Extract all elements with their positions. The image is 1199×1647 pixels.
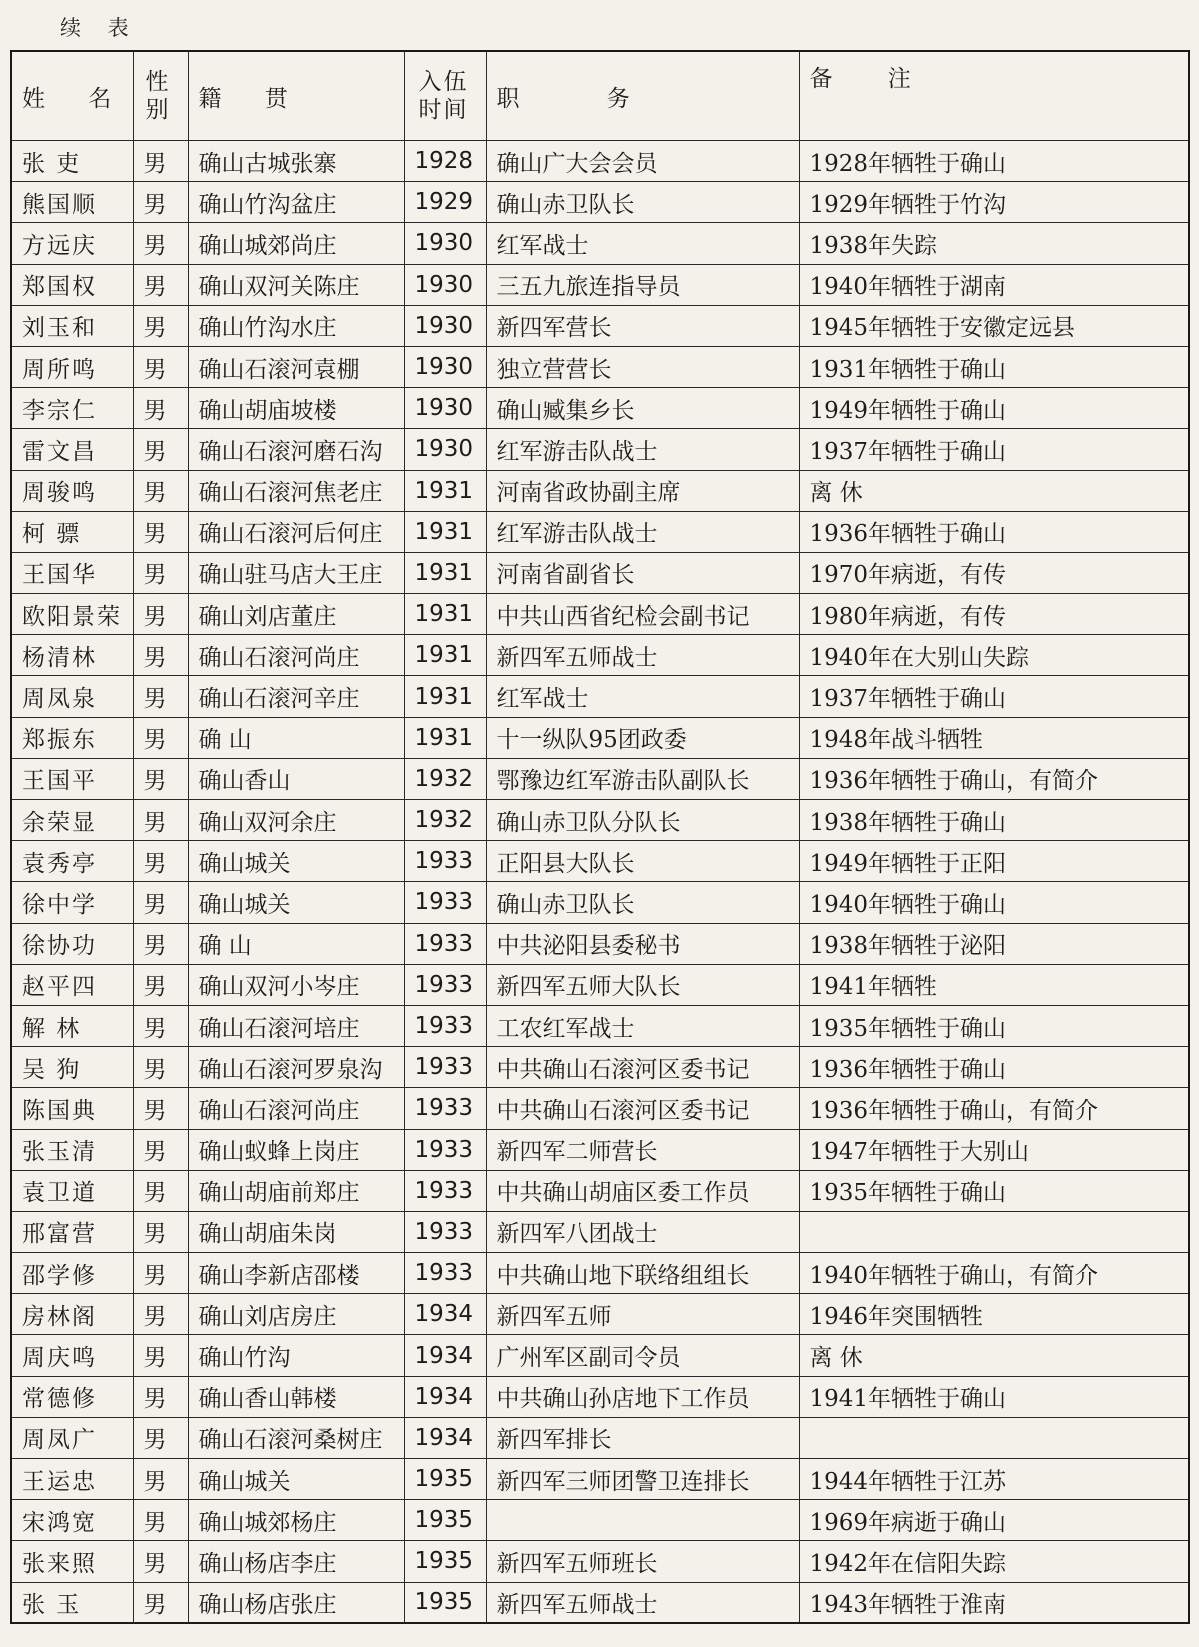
header-position: 职 务 <box>486 51 799 141</box>
cell-position: 新四军营长 <box>486 305 799 346</box>
cell-remark: 1940年牺牲于湖南 <box>799 264 1189 305</box>
cell-name: 刘玉和 <box>11 305 133 346</box>
cell-name: 柯 骠 <box>11 511 133 552</box>
table-row <box>11 1088 1189 1129</box>
cell-enlisted-year: 1934 <box>404 1417 486 1458</box>
header-gender: 性别 <box>133 51 188 141</box>
table-row <box>11 141 1189 182</box>
cell-gender: 男 <box>133 717 188 758</box>
cell-native-place: 确山石滚河尚庄 <box>188 635 404 676</box>
cell-name: 徐中学 <box>11 882 133 923</box>
cell-name: 解 林 <box>11 1005 133 1046</box>
cell-native-place: 确山石滚河焦老庄 <box>188 470 404 511</box>
table-row <box>11 800 1189 841</box>
cell-enlisted-year: 1933 <box>404 1211 486 1252</box>
cell-gender: 男 <box>133 1170 188 1211</box>
cell-position: 三五九旅连指导员 <box>486 264 799 305</box>
table-body <box>11 141 1189 1624</box>
table-row <box>11 758 1189 799</box>
cell-name: 周所鸣 <box>11 346 133 387</box>
cell-enlisted-year: 1933 <box>404 1047 486 1088</box>
cell-position: 中共泌阳县委秘书 <box>486 923 799 964</box>
cell-enlisted-year: 1931 <box>404 635 486 676</box>
cell-remark: 离 休 <box>799 1335 1189 1376</box>
cell-native-place: 确山竹沟水庄 <box>188 305 404 346</box>
table-row <box>11 1047 1189 1088</box>
cell-native-place: 确山香山韩楼 <box>188 1376 404 1417</box>
cell-native-place: 确山双河小岑庄 <box>188 964 404 1005</box>
cell-name: 杨清林 <box>11 635 133 676</box>
cell-native-place: 确山刘店董庄 <box>188 594 404 635</box>
cell-position: 工农红军战士 <box>486 1005 799 1046</box>
cell-position: 红军战士 <box>486 223 799 264</box>
cell-native-place: 确山古城张寨 <box>188 141 404 182</box>
cell-enlisted-year: 1934 <box>404 1335 486 1376</box>
cell-native-place: 确山石滚河磨石沟 <box>188 429 404 470</box>
cell-native-place: 确山城关 <box>188 1459 404 1500</box>
cell-gender: 男 <box>133 635 188 676</box>
header-remarks: 备 注 <box>799 51 1189 141</box>
cell-name: 王运忠 <box>11 1459 133 1500</box>
cell-native-place: 确山驻马店大王庄 <box>188 552 404 593</box>
cell-gender: 男 <box>133 1129 188 1170</box>
cell-enlisted-year: 1931 <box>404 717 486 758</box>
cell-position: 新四军五师大队长 <box>486 964 799 1005</box>
cell-native-place: 确山石滚河培庄 <box>188 1005 404 1046</box>
continued-table-caption: 续 表 <box>60 16 139 40</box>
cell-name: 雷文昌 <box>11 429 133 470</box>
cell-native-place: 确山石滚河辛庄 <box>188 676 404 717</box>
table-row <box>11 1500 1189 1541</box>
table-row <box>11 346 1189 387</box>
cell-gender: 男 <box>133 594 188 635</box>
cell-remark: 1936年牺牲于确山 <box>799 511 1189 552</box>
cell-name: 周凤广 <box>11 1417 133 1458</box>
cell-enlisted-year: 1932 <box>404 758 486 799</box>
cell-gender: 男 <box>133 841 188 882</box>
cell-native-place: 确 山 <box>188 717 404 758</box>
cell-name: 王国华 <box>11 552 133 593</box>
cell-name: 房林阁 <box>11 1294 133 1335</box>
cell-name: 邢富营 <box>11 1211 133 1252</box>
cell-native-place: 确山双河余庄 <box>188 800 404 841</box>
cell-name: 张玉清 <box>11 1129 133 1170</box>
cell-name: 袁卫道 <box>11 1170 133 1211</box>
table-row <box>11 1253 1189 1294</box>
cell-remark: 1941年牺牲 <box>799 964 1189 1005</box>
table-row <box>11 1211 1189 1252</box>
table-row <box>11 1335 1189 1376</box>
cell-native-place: 确山石滚河罗泉沟 <box>188 1047 404 1088</box>
cell-position: 新四军五师 <box>486 1294 799 1335</box>
table-row <box>11 676 1189 717</box>
cell-position: 中共确山胡庙区委工作员 <box>486 1170 799 1211</box>
cell-remark: 离 休 <box>799 470 1189 511</box>
cell-remark: 1941年牺牲于确山 <box>799 1376 1189 1417</box>
table-row <box>11 1129 1189 1170</box>
cell-gender: 男 <box>133 1459 188 1500</box>
cell-position: 河南省政协副主席 <box>486 470 799 511</box>
cell-name: 徐协功 <box>11 923 133 964</box>
cell-gender: 男 <box>133 964 188 1005</box>
cell-position: 确山臧集乡长 <box>486 388 799 429</box>
cell-remark: 1940年牺牲于确山 <box>799 882 1189 923</box>
cell-native-place: 确山李新店邵楼 <box>188 1253 404 1294</box>
cell-position: 广州军区副司令员 <box>486 1335 799 1376</box>
cell-gender: 男 <box>133 182 188 223</box>
cell-position: 确山广大会会员 <box>486 141 799 182</box>
table-row <box>11 882 1189 923</box>
cell-enlisted-year: 1930 <box>404 223 486 264</box>
cell-gender: 男 <box>133 141 188 182</box>
cell-name: 熊国顺 <box>11 182 133 223</box>
table-row <box>11 1459 1189 1500</box>
cell-remark <box>799 1417 1189 1458</box>
table-row <box>11 1582 1189 1623</box>
table-row <box>11 429 1189 470</box>
cell-position: 确山赤卫队长 <box>486 182 799 223</box>
cell-name: 李宗仁 <box>11 388 133 429</box>
cell-name: 张来照 <box>11 1541 133 1582</box>
cell-remark: 1935年牺牲于确山 <box>799 1170 1189 1211</box>
cell-name: 陈国典 <box>11 1088 133 1129</box>
table-row <box>11 841 1189 882</box>
cell-gender: 男 <box>133 305 188 346</box>
cell-gender: 男 <box>133 388 188 429</box>
cell-remark: 1938年牺牲于确山 <box>799 800 1189 841</box>
cell-enlisted-year: 1930 <box>404 346 486 387</box>
cell-remark: 1969年病逝于确山 <box>799 1500 1189 1541</box>
cell-position: 新四军排长 <box>486 1417 799 1458</box>
cell-enlisted-year: 1931 <box>404 676 486 717</box>
cell-enlisted-year: 1933 <box>404 923 486 964</box>
cell-position: 新四军五师班长 <box>486 1541 799 1582</box>
cell-enlisted-year: 1933 <box>404 1088 486 1129</box>
cell-remark: 1937年牺牲于确山 <box>799 676 1189 717</box>
cell-enlisted-year: 1933 <box>404 1253 486 1294</box>
cell-native-place: 确 山 <box>188 923 404 964</box>
cell-remark: 1943年牺牲于淮南 <box>799 1582 1189 1623</box>
cell-position: 确山赤卫队分队长 <box>486 800 799 841</box>
cell-remark: 1936年牺牲于确山 <box>799 1047 1189 1088</box>
cell-remark: 1935年牺牲于确山 <box>799 1005 1189 1046</box>
cell-native-place: 确山胡庙坡楼 <box>188 388 404 429</box>
cell-gender: 男 <box>133 1376 188 1417</box>
cell-enlisted-year: 1933 <box>404 882 486 923</box>
cell-position: 新四军二师营长 <box>486 1129 799 1170</box>
cell-gender: 男 <box>133 1582 188 1623</box>
cell-position: 河南省副省长 <box>486 552 799 593</box>
cell-remark: 1931年牺牲于确山 <box>799 346 1189 387</box>
cell-native-place: 确山刘店房庄 <box>188 1294 404 1335</box>
cell-native-place: 确山杨店李庄 <box>188 1541 404 1582</box>
table-row <box>11 1376 1189 1417</box>
header-enlisted-time: 入伍时间 <box>404 51 486 141</box>
cell-position: 正阳县大队长 <box>486 841 799 882</box>
cell-remark: 1940年牺牲于确山，有简介 <box>799 1253 1189 1294</box>
table-row <box>11 635 1189 676</box>
cell-gender: 男 <box>133 1253 188 1294</box>
cell-remark: 1936年牺牲于确山，有简介 <box>799 1088 1189 1129</box>
table-row <box>11 388 1189 429</box>
cell-native-place: 确山香山 <box>188 758 404 799</box>
cell-remark <box>799 1211 1189 1252</box>
cell-native-place: 确山城郊尚庄 <box>188 223 404 264</box>
cell-remark: 1937年牺牲于确山 <box>799 429 1189 470</box>
cell-name: 方远庆 <box>11 223 133 264</box>
roster-table <box>10 50 1190 1624</box>
cell-remark: 1942年在信阳失踪 <box>799 1541 1189 1582</box>
cell-enlisted-year: 1935 <box>404 1459 486 1500</box>
cell-name: 余荣显 <box>11 800 133 841</box>
cell-position: 红军游击队战士 <box>486 511 799 552</box>
table-row <box>11 470 1189 511</box>
cell-position: 中共确山孙店地下工作员 <box>486 1376 799 1417</box>
table-row <box>11 1294 1189 1335</box>
cell-native-place: 确山杨店张庄 <box>188 1582 404 1623</box>
cell-gender: 男 <box>133 800 188 841</box>
cell-remark: 1936年牺牲于确山，有简介 <box>799 758 1189 799</box>
cell-enlisted-year: 1930 <box>404 264 486 305</box>
cell-position <box>486 1500 799 1541</box>
cell-name: 常德修 <box>11 1376 133 1417</box>
cell-name: 张 吏 <box>11 141 133 182</box>
table-row <box>11 1541 1189 1582</box>
cell-enlisted-year: 1930 <box>404 388 486 429</box>
cell-enlisted-year: 1933 <box>404 964 486 1005</box>
cell-remark: 1929年牺牲于竹沟 <box>799 182 1189 223</box>
cell-name: 赵平四 <box>11 964 133 1005</box>
cell-position: 中共确山石滚河区委书记 <box>486 1088 799 1129</box>
cell-remark: 1949年牺牲于确山 <box>799 388 1189 429</box>
cell-gender: 男 <box>133 511 188 552</box>
cell-native-place: 确山石滚河袁棚 <box>188 346 404 387</box>
cell-native-place: 确山城关 <box>188 841 404 882</box>
cell-enlisted-year: 1934 <box>404 1294 486 1335</box>
table-header <box>11 51 1189 141</box>
cell-remark: 1938年失踪 <box>799 223 1189 264</box>
cell-native-place: 确山石滚河桑树庄 <box>188 1417 404 1458</box>
header-name: 姓 名 <box>11 51 133 141</box>
cell-name: 周骏鸣 <box>11 470 133 511</box>
cell-gender: 男 <box>133 429 188 470</box>
cell-remark: 1948年战斗牺牲 <box>799 717 1189 758</box>
cell-name: 郑国权 <box>11 264 133 305</box>
cell-gender: 男 <box>133 758 188 799</box>
cell-native-place: 确山胡庙前郑庄 <box>188 1170 404 1211</box>
cell-name: 吴 狗 <box>11 1047 133 1088</box>
cell-position: 独立营营长 <box>486 346 799 387</box>
cell-remark: 1949年牺牲于正阳 <box>799 841 1189 882</box>
cell-position: 红军战士 <box>486 676 799 717</box>
cell-position: 中共确山石滚河区委书记 <box>486 1047 799 1088</box>
cell-gender: 男 <box>133 1541 188 1582</box>
cell-name: 郑振东 <box>11 717 133 758</box>
table-row <box>11 964 1189 1005</box>
cell-remark: 1944年牺牲于江苏 <box>799 1459 1189 1500</box>
cell-name: 邵学修 <box>11 1253 133 1294</box>
cell-enlisted-year: 1931 <box>404 552 486 593</box>
cell-remark: 1946年突围牺牲 <box>799 1294 1189 1335</box>
cell-gender: 男 <box>133 346 188 387</box>
cell-gender: 男 <box>133 1500 188 1541</box>
cell-position: 鄂豫边红军游击队副队长 <box>486 758 799 799</box>
cell-gender: 男 <box>133 1335 188 1376</box>
table-row <box>11 1170 1189 1211</box>
cell-gender: 男 <box>133 223 188 264</box>
cell-remark: 1970年病逝，有传 <box>799 552 1189 593</box>
cell-enlisted-year: 1931 <box>404 594 486 635</box>
table-row <box>11 264 1189 305</box>
cell-gender: 男 <box>133 1417 188 1458</box>
cell-enlisted-year: 1935 <box>404 1500 486 1541</box>
cell-native-place: 确山城郊杨庄 <box>188 1500 404 1541</box>
cell-name: 欧阳景荣 <box>11 594 133 635</box>
cell-native-place: 确山石滚河尚庄 <box>188 1088 404 1129</box>
cell-position: 中共山西省纪检会副书记 <box>486 594 799 635</box>
cell-gender: 男 <box>133 1088 188 1129</box>
cell-native-place: 确山胡庙朱岗 <box>188 1211 404 1252</box>
cell-position: 红军游击队战士 <box>486 429 799 470</box>
cell-enlisted-year: 1933 <box>404 1129 486 1170</box>
cell-name: 张 玉 <box>11 1582 133 1623</box>
cell-enlisted-year: 1934 <box>404 1376 486 1417</box>
cell-enlisted-year: 1933 <box>404 841 486 882</box>
cell-name: 周庆鸣 <box>11 1335 133 1376</box>
table-row <box>11 717 1189 758</box>
cell-gender: 男 <box>133 923 188 964</box>
cell-enlisted-year: 1931 <box>404 470 486 511</box>
cell-remark: 1928年牺牲于确山 <box>799 141 1189 182</box>
cell-position: 十一纵队95团政委 <box>486 717 799 758</box>
cell-gender: 男 <box>133 264 188 305</box>
table-row <box>11 182 1189 223</box>
cell-native-place: 确山双河关陈庄 <box>188 264 404 305</box>
cell-position: 新四军五师战士 <box>486 635 799 676</box>
cell-position: 确山赤卫队长 <box>486 882 799 923</box>
cell-gender: 男 <box>133 676 188 717</box>
cell-native-place: 确山蚁蜂上岗庄 <box>188 1129 404 1170</box>
cell-remark: 1980年病逝，有传 <box>799 594 1189 635</box>
cell-enlisted-year: 1935 <box>404 1582 486 1623</box>
cell-name: 王国平 <box>11 758 133 799</box>
table-row <box>11 594 1189 635</box>
cell-enlisted-year: 1931 <box>404 511 486 552</box>
cell-native-place: 确山竹沟盆庄 <box>188 182 404 223</box>
cell-gender: 男 <box>133 552 188 593</box>
cell-enlisted-year: 1930 <box>404 305 486 346</box>
table-row <box>11 923 1189 964</box>
cell-position: 中共确山地下联络组组长 <box>486 1253 799 1294</box>
cell-gender: 男 <box>133 1294 188 1335</box>
table-row <box>11 511 1189 552</box>
cell-gender: 男 <box>133 1047 188 1088</box>
cell-native-place: 确山城关 <box>188 882 404 923</box>
cell-gender: 男 <box>133 470 188 511</box>
cell-enlisted-year: 1933 <box>404 1170 486 1211</box>
cell-position: 新四军五师战士 <box>486 1582 799 1623</box>
cell-remark: 1940年在大别山失踪 <box>799 635 1189 676</box>
table-row <box>11 1005 1189 1046</box>
cell-enlisted-year: 1933 <box>404 1005 486 1046</box>
cell-gender: 男 <box>133 1211 188 1252</box>
table-row <box>11 305 1189 346</box>
cell-gender: 男 <box>133 882 188 923</box>
cell-position: 新四军八团战士 <box>486 1211 799 1252</box>
cell-enlisted-year: 1930 <box>404 429 486 470</box>
cell-native-place: 确山竹沟 <box>188 1335 404 1376</box>
cell-remark: 1945年牺牲于安徽定远县 <box>799 305 1189 346</box>
cell-position: 新四军三师团警卫连排长 <box>486 1459 799 1500</box>
cell-enlisted-year: 1935 <box>404 1541 486 1582</box>
cell-name: 袁秀亭 <box>11 841 133 882</box>
table-row <box>11 223 1189 264</box>
cell-native-place: 确山石滚河后何庄 <box>188 511 404 552</box>
cell-gender: 男 <box>133 1005 188 1046</box>
table-row <box>11 552 1189 593</box>
cell-name: 宋鸿宽 <box>11 1500 133 1541</box>
table-row <box>11 1417 1189 1458</box>
cell-enlisted-year: 1928 <box>404 141 486 182</box>
cell-enlisted-year: 1932 <box>404 800 486 841</box>
cell-remark: 1938年牺牲于泌阳 <box>799 923 1189 964</box>
cell-remark: 1947年牺牲于大别山 <box>799 1129 1189 1170</box>
header-native-place: 籍 贯 <box>188 51 404 141</box>
cell-name: 周凤泉 <box>11 676 133 717</box>
cell-enlisted-year: 1929 <box>404 182 486 223</box>
header-row <box>11 51 1189 141</box>
